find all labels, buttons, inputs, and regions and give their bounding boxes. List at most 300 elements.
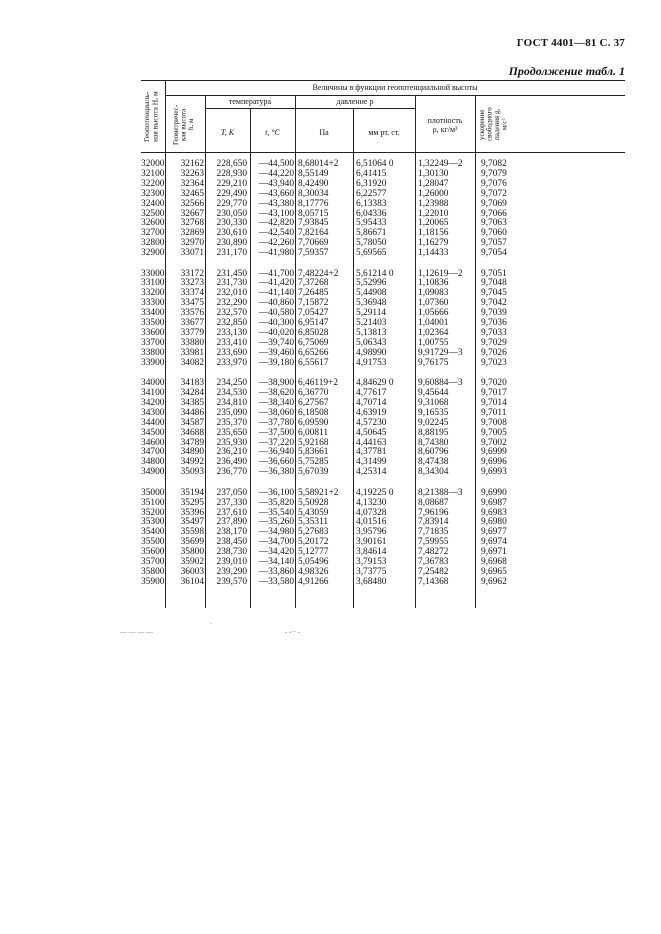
table-cell: 34700 — [141, 447, 165, 458]
table-cell: 228,650 — [216, 159, 247, 169]
row-group — [167, 379, 204, 478]
table-cell: 3,73775 — [356, 566, 387, 577]
table-cell: 4,31499 — [356, 457, 387, 468]
row-group — [356, 160, 414, 259]
table-cell: 32263 — [180, 168, 204, 179]
table-cell: 9,7002 — [481, 437, 507, 448]
table-cell: 34200 — [141, 397, 165, 408]
table-cell: 233,970 — [216, 357, 247, 368]
table-cell: 5,27683 — [298, 527, 329, 538]
table-cell: 233,690 — [216, 347, 247, 358]
table-cell: 33800 — [141, 347, 165, 358]
header-geometric-height: Геометричес- кая высота h, м — [172, 104, 195, 145]
row-group — [251, 160, 294, 259]
table-continuation-caption: Продолжение табл. 1 — [508, 64, 625, 78]
table-cell: 35200 — [141, 507, 165, 518]
table-cell: 6,36770 — [298, 388, 329, 399]
table-cell: —43,100 — [258, 208, 294, 219]
table-cell: 33880 — [180, 337, 204, 348]
table-cell: 6,27567 — [298, 397, 329, 408]
table-cell: —42,820 — [258, 218, 294, 229]
table-cell: 34284 — [180, 388, 204, 399]
table-cell: 5,52996 — [356, 278, 387, 289]
table-cell: 33677 — [180, 318, 204, 329]
table-cell: 8,88195 — [418, 427, 449, 438]
page-header: ГОСТ 4401—81 С. 37 — [516, 37, 625, 49]
table-cell: 8,17776 — [298, 198, 329, 209]
table-cell: 32869 — [180, 228, 204, 239]
table-cell: 32600 — [141, 218, 165, 229]
table-cell: 3,68480 — [356, 576, 387, 587]
header-density: плотность ρ, кг/м³ — [427, 116, 463, 134]
row-group — [207, 270, 247, 369]
table-cell: 32800 — [141, 238, 165, 249]
table-cell: 7,37268 — [298, 278, 329, 289]
table-cell: 7,82164 — [298, 228, 329, 239]
table-cell: 4,50645 — [356, 427, 387, 438]
column-pressure-mmhg — [356, 160, 414, 588]
header-bottom-rule — [141, 152, 625, 153]
table-cell: 9,60884—3 — [418, 378, 463, 389]
table-cell: 8,74380 — [418, 437, 449, 448]
table-cell: 239,570 — [216, 576, 247, 587]
column-density — [418, 160, 475, 588]
table-cell: 34183 — [180, 378, 204, 389]
table-cell: 33700 — [141, 337, 165, 348]
table-cell: 33400 — [141, 308, 165, 319]
row-group — [251, 379, 294, 478]
table-cell: —38,620 — [258, 388, 294, 399]
table-cell: 232,010 — [216, 288, 247, 299]
table-cell: —36,940 — [258, 447, 294, 458]
table-cell: 7,48224+2 — [298, 268, 339, 279]
table-cell: 32364 — [180, 178, 204, 189]
table-cell: 9,7045 — [481, 288, 507, 299]
table-cell: 238,450 — [216, 537, 247, 548]
table-cell: 32162 — [180, 159, 204, 169]
table-cell: 35900 — [141, 576, 165, 587]
table-cell: 4,25314 — [356, 467, 387, 478]
table-cell: 9,7029 — [481, 337, 507, 348]
table-cell: 34992 — [180, 457, 204, 468]
table-cell: 1,14433 — [418, 248, 449, 259]
table-cell: 235,090 — [216, 407, 247, 418]
table-cell: 32400 — [141, 198, 165, 209]
table-cell: 35497 — [180, 517, 204, 528]
table-cell: 1,30130 — [418, 168, 449, 179]
table-cell: 9,6987 — [481, 497, 507, 508]
table-cell: 4,84629 0 — [356, 378, 394, 389]
table-cell: 9,7079 — [481, 168, 507, 179]
table-cell: 34900 — [141, 467, 165, 478]
table-cell: 35600 — [141, 547, 165, 558]
row-group — [167, 489, 204, 588]
header-T-kelvin: T, К — [220, 128, 235, 137]
row-group — [356, 379, 414, 478]
table-cell: 34688 — [180, 427, 204, 438]
table-cell: 233,410 — [216, 337, 247, 348]
table-cell: 7,26485 — [298, 288, 329, 299]
table-cell: 3,90161 — [356, 537, 387, 548]
header-rule-1 — [165, 95, 625, 96]
table-cell: 9,6968 — [481, 557, 507, 568]
table-cell: 6,41415 — [356, 168, 387, 179]
table-cell: 4,57230 — [356, 417, 387, 428]
table-cell: 35100 — [141, 497, 165, 508]
table-cell: 35700 — [141, 557, 165, 568]
table-cell: 236,490 — [216, 457, 247, 468]
column-pressure-pa — [298, 160, 358, 588]
table-cell: 6,85028 — [298, 328, 329, 338]
table-cell: 6,65266 — [298, 347, 329, 358]
table-cell: 236,770 — [216, 467, 247, 478]
table-cell: 33200 — [141, 288, 165, 299]
table-cell: 6,75069 — [298, 337, 329, 348]
table-cell: 6,46119+2 — [298, 378, 339, 389]
table-cell: 5,92168 — [298, 437, 329, 448]
table-cell: 4,77617 — [356, 388, 387, 399]
table-cell: 33981 — [180, 347, 204, 358]
table-cell: 34000 — [141, 378, 165, 389]
table-cell: 9,7069 — [481, 198, 507, 209]
table-cell: 33071 — [180, 248, 204, 259]
header-rule-2 — [205, 108, 415, 109]
table-cell: 9,7066 — [481, 208, 507, 219]
table-cell: 3,79153 — [356, 557, 387, 568]
table-cell: 4,98990 — [356, 347, 387, 358]
table-cell: 34486 — [180, 407, 204, 418]
table-cell: 35598 — [180, 527, 204, 538]
table-cell: —34,980 — [258, 527, 294, 538]
table-cell: —35,260 — [258, 517, 294, 528]
table-cell: —40,300 — [258, 318, 294, 329]
row-group — [167, 160, 204, 259]
table-cell: 33000 — [141, 268, 165, 279]
table-cell: 234,530 — [216, 388, 247, 399]
table-cell: 34890 — [180, 447, 204, 458]
table-cell: —42,540 — [258, 228, 294, 239]
table-cell: —33,860 — [258, 566, 294, 577]
table-cell: 9,31068 — [418, 397, 449, 408]
table-cell: 237,330 — [216, 497, 247, 508]
table-cell: —37,780 — [258, 417, 294, 428]
table-cell: 1,02364 — [418, 328, 449, 338]
table-cell: 237,890 — [216, 517, 247, 528]
table-cell: 8,34304 — [418, 467, 449, 478]
row-group — [481, 379, 521, 478]
table-cell: 8,05715 — [298, 208, 329, 219]
table-cell: 5,61214 0 — [356, 268, 394, 279]
table-cell: 32900 — [141, 248, 165, 259]
row-group — [207, 489, 247, 588]
table-cell: 9,7033 — [481, 328, 507, 338]
table-cell: 8,47438 — [418, 457, 449, 468]
table-cell: 9,7082 — [481, 159, 507, 169]
table-cell: 5,36948 — [356, 298, 387, 309]
table-cell: 9,7076 — [481, 178, 507, 189]
table-cell: 238,170 — [216, 527, 247, 538]
table-cell: 33273 — [180, 278, 204, 289]
table-cell: 9,16535 — [418, 407, 449, 418]
table-cell: 32768 — [180, 218, 204, 229]
table-cell: 4,19225 0 — [356, 487, 394, 498]
table-cell: 9,6962 — [481, 576, 507, 587]
table-cell: 9,76175 — [418, 357, 449, 368]
table-cell: 4,63919 — [356, 407, 387, 418]
footer-mark-right: - -·· - — [285, 628, 301, 636]
table-cell: 9,7057 — [481, 238, 507, 249]
table-cell: 8,08687 — [418, 497, 449, 508]
row-group — [481, 489, 521, 588]
footer-mark-mid: · — [210, 620, 213, 628]
table-cell: 6,18508 — [298, 407, 329, 418]
table-cell: —34,700 — [258, 537, 294, 548]
table-cell: 33779 — [180, 328, 204, 338]
row-group — [418, 270, 475, 369]
table-cell: 7,59357 — [298, 248, 329, 259]
table-cell: 9,7017 — [481, 388, 507, 399]
row-group — [356, 489, 414, 588]
table-cell: —39,180 — [258, 357, 294, 368]
table-cell: —43,380 — [258, 198, 294, 209]
table-cell: 9,7005 — [481, 427, 507, 438]
table-cell: 9,6990 — [481, 487, 507, 498]
table-cell: 9,6993 — [481, 467, 507, 478]
table-cell: 229,770 — [216, 198, 247, 209]
table-cell: 1,00755 — [418, 337, 449, 348]
table-cell: 7,96196 — [418, 507, 449, 518]
table-cell: 5,78050 — [356, 238, 387, 249]
table-cell: 34300 — [141, 407, 165, 418]
table-cell: —34,420 — [258, 547, 294, 558]
table-cell: 7,93845 — [298, 218, 329, 229]
table-cell: —43,940 — [258, 178, 294, 189]
header-pressure: давление p — [336, 97, 374, 106]
row-group — [418, 160, 475, 259]
table-cell: 35000 — [141, 487, 165, 498]
table-cell: —33,580 — [258, 576, 294, 587]
table-cell: 9,7026 — [481, 347, 507, 358]
table-cell: 34082 — [180, 357, 204, 368]
table-cell: 9,91729—3 — [418, 347, 463, 358]
row-group — [141, 270, 163, 369]
table-cell: 5,67039 — [298, 467, 329, 478]
table-cell: 8,60796 — [418, 447, 449, 458]
table-cell: —41,140 — [258, 288, 294, 299]
table-cell: —44,220 — [258, 168, 294, 179]
row-group — [418, 379, 475, 478]
table-cell: 3,84614 — [356, 547, 387, 558]
table-cell: 235,650 — [216, 427, 247, 438]
table-cell: —40,580 — [258, 308, 294, 319]
col-rule-2 — [205, 95, 206, 608]
table-cell: 9,6965 — [481, 566, 507, 577]
table-cell: —34,140 — [258, 557, 294, 568]
table-cell: 9,7020 — [481, 378, 507, 389]
table-cell: 6,95147 — [298, 318, 329, 329]
table-cell: 231,450 — [216, 268, 247, 279]
table-cell: 1,05666 — [418, 308, 449, 319]
table-cell: 1,16279 — [418, 238, 449, 249]
table-cell: 7,83914 — [418, 517, 449, 528]
table-cell: —41,980 — [258, 248, 294, 259]
table-cell: —44,500 — [258, 159, 294, 169]
table-cell: 35396 — [180, 507, 204, 518]
header-temperature: температура — [228, 97, 272, 106]
table-cell: —39,740 — [258, 337, 294, 348]
table-cell: 32667 — [180, 208, 204, 219]
table-cell: 8,21388—3 — [418, 487, 463, 498]
col-rule-1 — [165, 80, 166, 608]
table-cell: 7,48272 — [418, 547, 449, 558]
table-cell: 33475 — [180, 298, 204, 309]
table-cell: —38,340 — [258, 397, 294, 408]
table-cell: 6,00811 — [298, 427, 329, 438]
table-cell: —36,660 — [258, 457, 294, 468]
table-cell: 9,7048 — [481, 278, 507, 289]
column-geopotential-height — [141, 160, 163, 588]
table-cell: 238,730 — [216, 547, 247, 558]
table-cell: 5,13813 — [356, 328, 387, 338]
table-cell: 1,23988 — [418, 198, 449, 209]
table-cell: 5,44908 — [356, 288, 387, 299]
col-rule-6 — [415, 95, 416, 608]
table-cell: 234,810 — [216, 397, 247, 408]
table-cell: 5,12777 — [298, 547, 329, 558]
table-cell: 9,7054 — [481, 248, 507, 259]
table-cell: 9,7036 — [481, 318, 507, 329]
col-rule-4 — [295, 95, 296, 608]
header-geopotential-height: Геопотенциаль- ная высота H, м — [142, 91, 160, 143]
footer-mark-left: — — — — — [120, 628, 154, 636]
table-cell: —35,540 — [258, 507, 294, 518]
table-cell: 234,250 — [216, 378, 247, 389]
table-cell: 34500 — [141, 427, 165, 438]
table-cell: 32300 — [141, 188, 165, 199]
table-cell: 5,83661 — [298, 447, 329, 458]
row-group — [141, 379, 163, 478]
column-temperature-C — [251, 160, 294, 588]
table-cell: 4,91266 — [298, 576, 329, 587]
table-cell: 33900 — [141, 357, 165, 368]
table-cell: 9,6974 — [481, 537, 507, 548]
table-cell: 36104 — [180, 576, 204, 587]
table-cell: 233,130 — [216, 328, 247, 338]
table-cell: 5,58921+2 — [298, 487, 339, 498]
table-cell: —40,020 — [258, 328, 294, 338]
table-cell: 5,86671 — [356, 228, 387, 239]
table-cell: 6,04336 — [356, 208, 387, 219]
table-cell: 33600 — [141, 328, 165, 338]
table-cell: 34587 — [180, 417, 204, 428]
table-cell: 35699 — [180, 537, 204, 548]
table-cell: 7,71835 — [418, 527, 449, 538]
row-group — [481, 160, 521, 259]
table-cell: 7,70669 — [298, 238, 329, 249]
table-cell: 4,07328 — [356, 507, 387, 518]
column-gravity — [481, 160, 521, 588]
table-cell: 230,610 — [216, 228, 247, 239]
table-cell: 230,050 — [216, 208, 247, 219]
header-mmhg: мм рт. ст. — [368, 128, 400, 137]
table-cell: 7,05427 — [298, 308, 329, 319]
table-cell: 32500 — [141, 208, 165, 219]
table-cell: 9,6996 — [481, 457, 507, 468]
table-cell: —38,060 — [258, 407, 294, 418]
table-cell: 236,210 — [216, 447, 247, 458]
table-cell: 1,18156 — [418, 228, 449, 239]
table-cell: 32200 — [141, 178, 165, 189]
table-cell: 9,7072 — [481, 188, 507, 199]
table-cell: 228,930 — [216, 168, 247, 179]
table-cell: 6,09590 — [298, 417, 329, 428]
table-cell: 7,25482 — [418, 566, 449, 577]
column-temperature-K — [207, 160, 247, 588]
table-cell: —38,900 — [258, 378, 294, 389]
table-cell: 33576 — [180, 308, 204, 319]
table-cell: 237,610 — [216, 507, 247, 518]
row-group — [298, 489, 358, 588]
header-pascal: Па — [319, 128, 329, 137]
row-group — [251, 489, 294, 588]
row-group — [298, 379, 358, 478]
table-cell: 9,6977 — [481, 527, 507, 538]
table-cell: 4,70714 — [356, 397, 387, 408]
table-cell: 5,43059 — [298, 507, 329, 518]
table-cell: 6,22577 — [356, 188, 387, 199]
table-cell: 235,370 — [216, 417, 247, 428]
table-cell: 232,850 — [216, 318, 247, 329]
table-cell: 32700 — [141, 228, 165, 239]
table-cell: 8,68014+2 — [298, 159, 339, 169]
table-cell: —41,420 — [258, 278, 294, 289]
table-cell: 1,12619—2 — [418, 268, 463, 279]
row-group — [141, 489, 163, 588]
table-cell: 36003 — [180, 566, 204, 577]
table-cell: 9,7051 — [481, 268, 507, 279]
table-cell: 5,95433 — [356, 218, 387, 229]
row-group — [207, 379, 247, 478]
table-cell: 239,290 — [216, 566, 247, 577]
table-cell: 9,6983 — [481, 507, 507, 518]
table-cell: 34789 — [180, 437, 204, 448]
table-cell: 4,37781 — [356, 447, 387, 458]
table-cell: —37,220 — [258, 437, 294, 448]
table-cell: 9,7060 — [481, 228, 507, 239]
table-cell: 33100 — [141, 278, 165, 289]
table-cell: 1,20065 — [418, 218, 449, 229]
table-cell: 35093 — [180, 467, 204, 478]
table-cell: 4,98326 — [298, 566, 329, 577]
column-geometric-height — [167, 160, 204, 588]
table-cell: —42,260 — [258, 238, 294, 249]
table-cell: 9,45644 — [418, 388, 449, 399]
table-cell: 35500 — [141, 537, 165, 548]
table-cell: 35800 — [141, 566, 165, 577]
table-cell: 35800 — [180, 547, 204, 558]
table-cell: —36,100 — [258, 487, 294, 498]
table-cell: —40,860 — [258, 298, 294, 309]
table-cell: 35400 — [141, 527, 165, 538]
table-cell: 7,36783 — [418, 557, 449, 568]
table-cell: —39,460 — [258, 347, 294, 358]
col-rule-7 — [475, 95, 476, 608]
table-cell: 9,6980 — [481, 517, 507, 528]
table-cell: 4,13230 — [356, 497, 387, 508]
table-cell: 5,35311 — [298, 517, 329, 528]
table-cell: 4,91753 — [356, 357, 387, 368]
table-cell: 1,26000 — [418, 188, 449, 199]
